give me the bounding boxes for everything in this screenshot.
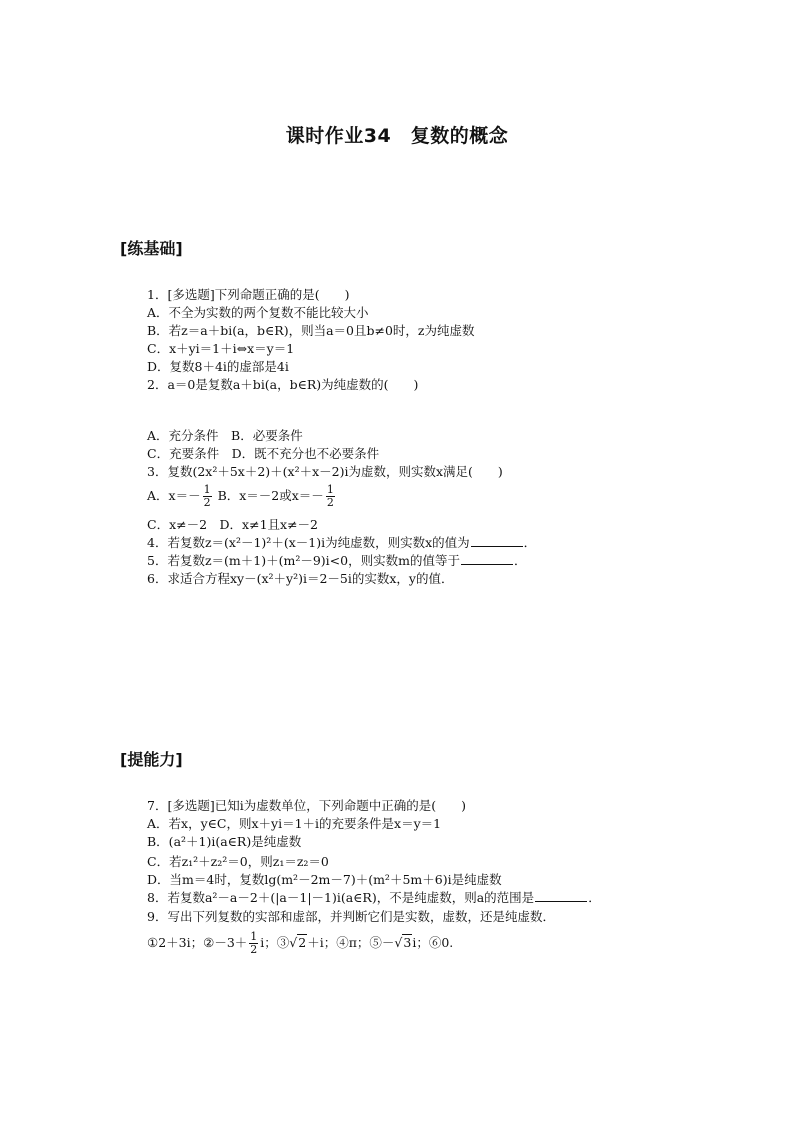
q3-option-b-text: B．x＝－2或x＝－ bbox=[217, 488, 324, 503]
q1-stem: 1．[多选题]下列命题正确的是( ) bbox=[147, 287, 350, 302]
q4-stem bbox=[147, 534, 536, 551]
q5-period: ． bbox=[513, 553, 527, 568]
q8-text: 8．若复数a²－a－2＋(|a－1|－1)i(a∈R)，不是纯虚数，则a的范围是 bbox=[147, 890, 535, 905]
section-heading-advanced: [提能力] bbox=[120, 750, 183, 769]
answer-blank bbox=[535, 889, 587, 902]
q1-option-a: A．不全为实数的两个复数不能比较大小 bbox=[147, 305, 369, 320]
sqrt-radicand: 2 bbox=[298, 935, 307, 950]
fraction-denominator: 2 bbox=[203, 496, 211, 509]
q7-option-d: D．当m＝4时，复数lg(m²－2m－7)＋(m²＋5m＋6)i是纯虚数 bbox=[147, 872, 502, 887]
q3-options-ab bbox=[147, 484, 337, 509]
sqrt-three: √3 bbox=[394, 935, 412, 950]
fraction-one-half bbox=[326, 484, 335, 509]
q2-options-cd: C．充要条件 D．既不充分也不必要条件 bbox=[147, 446, 380, 461]
q7-option-c: C．若z₁²＋z₂²＝0，则z₁＝z₂＝0 bbox=[147, 854, 329, 869]
fraction-one-half bbox=[249, 931, 258, 956]
q1-option-d: D．复数8＋4i的虚部是4i bbox=[147, 359, 289, 374]
q3-options-cd: C．x≠－2 D．x≠1且x≠－2 bbox=[147, 517, 319, 532]
q9-items-part4: i；⑥0. bbox=[412, 935, 454, 950]
q8-period: ． bbox=[588, 890, 601, 905]
fraction-denominator: 2 bbox=[326, 496, 334, 509]
q7-option-a: A．若x，y∈C，则x＋yi＝1＋i的充要条件是x＝y＝1 bbox=[147, 816, 442, 831]
fraction-numerator: 1 bbox=[250, 930, 258, 943]
q9-items-part2: i；③ bbox=[260, 935, 290, 950]
answer-blank bbox=[471, 534, 523, 547]
sqrt-radicand: 3 bbox=[403, 935, 412, 950]
fraction-denominator: 2 bbox=[250, 943, 258, 956]
q9-items-part1: ①2＋3i；②－3＋ bbox=[147, 935, 248, 950]
q4-period: ． bbox=[523, 535, 537, 550]
q2-stem: 2．a＝0是复数a＋bi(a，b∈R)为纯虚数的( ) bbox=[147, 377, 419, 392]
q9-items bbox=[147, 931, 453, 956]
q9-items-part3: ＋i；④π；⑤－ bbox=[307, 935, 395, 950]
q5-text: 5．若复数z＝(m＋1)＋(m²－9)i<0，则实数m的值等于 bbox=[147, 553, 460, 568]
q8-stem bbox=[147, 889, 601, 906]
q2-options-ab: A．充分条件 B．必要条件 bbox=[147, 428, 303, 443]
sqrt-two: √2 bbox=[289, 935, 307, 950]
q5-stem bbox=[147, 552, 526, 569]
fraction-numerator: 1 bbox=[203, 483, 211, 496]
q3-stem: 3．复数(2x²＋5x＋2)＋(x²＋x－2)i为虚数，则实数x满足( ) bbox=[147, 464, 503, 479]
q3-option-a-text: A．x＝－ bbox=[147, 488, 201, 503]
fraction-numerator: 1 bbox=[326, 483, 334, 496]
answer-blank bbox=[461, 552, 513, 565]
q1-option-b: B．若z＝a＋bi(a，b∈R)，则当a＝0且b≠0时，z为纯虚数 bbox=[147, 323, 475, 338]
q9-stem: 9．写出下列复数的实部和虚部，并判断它们是实数，虚数，还是纯虚数． bbox=[147, 909, 555, 924]
q4-text: 4．若复数z＝(x²－1)²＋(x－1)i为纯虚数，则实数x的值为 bbox=[147, 535, 470, 550]
fraction-one-half bbox=[203, 484, 212, 509]
q1-option-c: C．x＋yi＝1＋i⇔x＝y＝1 bbox=[147, 341, 295, 356]
q6-stem: 6．求适合方程xy－(x²＋y²)i＝2－5i的实数x，y的值． bbox=[147, 571, 454, 586]
page-title: 课时作业34 复数的概念 bbox=[285, 125, 509, 147]
q7-option-b: B．(a²＋1)i(a∈R)是纯虚数 bbox=[147, 834, 302, 849]
q7-stem: 7．[多选题]已知i为虚数单位，下列命题中正确的是( ) bbox=[147, 798, 466, 813]
section-heading-basic: [练基础] bbox=[120, 239, 183, 258]
